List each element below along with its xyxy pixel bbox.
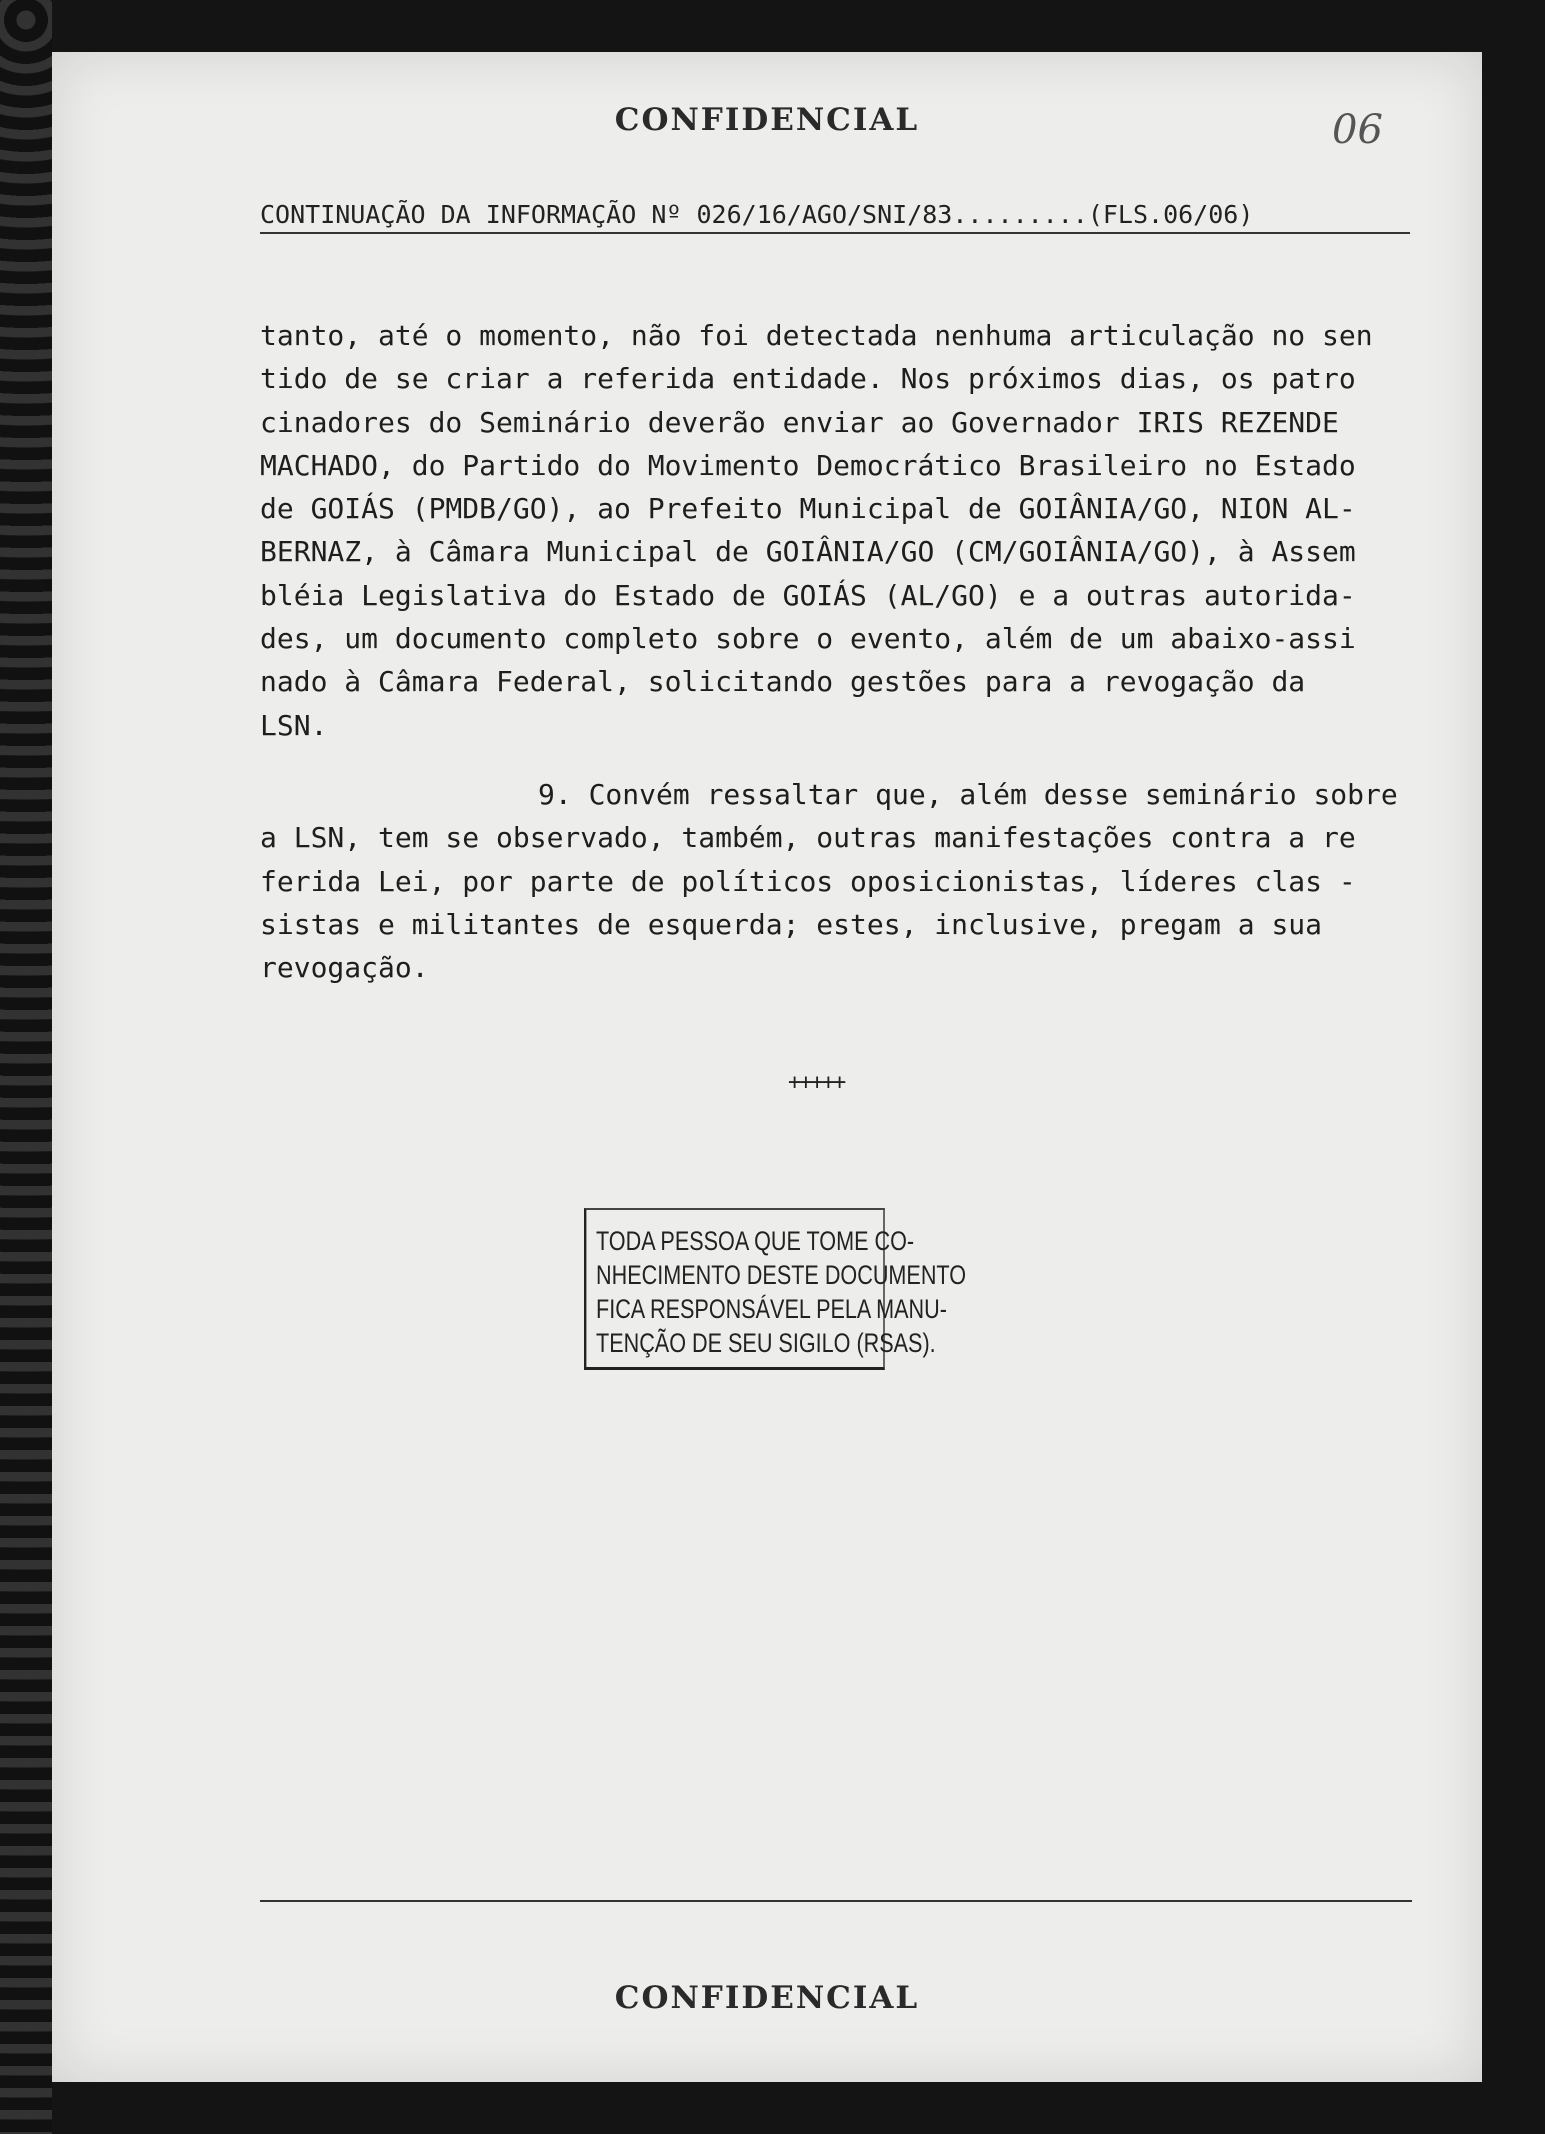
text-line: tido de se criar a referida entidade. Nos próximos dias, os patro — [260, 362, 1356, 396]
text-line: BERNAZ, à Câmara Municipal de GOIÂNIA/GO (CM/GOIÂNIA/GO), à Assem — [260, 535, 1356, 569]
stamp-line: TODA PESSOA QUE TOME CO- — [596, 1226, 915, 1256]
text-line: revogação. — [260, 951, 429, 985]
text-line: nado à Câmara Federal, solicitando gestões para a revogação da — [260, 665, 1306, 699]
text-line: des, um documento completo sobre o evento, além de um abaixo-assi — [260, 622, 1356, 656]
classification-bottom: CONFIDENCIAL — [614, 1980, 920, 2016]
text-line: ferida Lei, por parte de políticos oposicionistas, líderes clas - — [260, 864, 1356, 898]
stamp-line: TENÇÃO DE SEU SIGILO (RSAS). — [596, 1328, 936, 1358]
text-line: sistas e militantes de esquerda; estes, inclusive, pregam a sua — [260, 907, 1323, 941]
text-line: de GOIÁS (PMDB/GO), ao Prefeito Municipal de GOIÂNIA/GO, NION AL- — [260, 492, 1356, 526]
paragraph-9-first-line: 9. Convém ressaltar que, além desse seminário sobre — [538, 777, 1398, 811]
text-line: tanto, até o momento, não foi detectada nenhuma articulação no sen — [260, 319, 1373, 352]
text-line: LSN. — [260, 708, 328, 742]
text-line: MACHADO, do Partido do Movimento Democrático Brasileiro no Estado — [260, 448, 1356, 482]
handwritten-page-number: 06 — [1332, 107, 1383, 153]
document-header: CONTINUAÇÃO DA INFORMAÇÃO Nº 026/16/AGO/SNI/83.........(FLS.06/06) — [260, 200, 1410, 234]
body-text — [260, 314, 1435, 989]
text-line: cinadores do Seminário deverão enviar ao Governador IRIS REZENDE — [260, 405, 1339, 439]
stamp-line: NHECIMENTO DESTE DOCUMENTO — [596, 1260, 967, 1290]
scan-border — [0, 0, 52, 2134]
stamp-line: FICA RESPONSÁVEL PELA MANU- — [596, 1294, 947, 1324]
text-line: a LSN, tem se observado, também, outras manifestações contra a re — [260, 821, 1356, 855]
end-of-text-mark: +++++ — [788, 1070, 845, 1095]
signature-line — [260, 1900, 1412, 1902]
document-page — [52, 52, 1482, 2082]
classification-top: CONFIDENCIAL — [614, 102, 920, 138]
text-line: bléia Legislativa do Estado de GOIÁS (AL/GO) e a outras autorida- — [260, 578, 1356, 612]
confidentiality-stamp — [584, 1208, 967, 1370]
